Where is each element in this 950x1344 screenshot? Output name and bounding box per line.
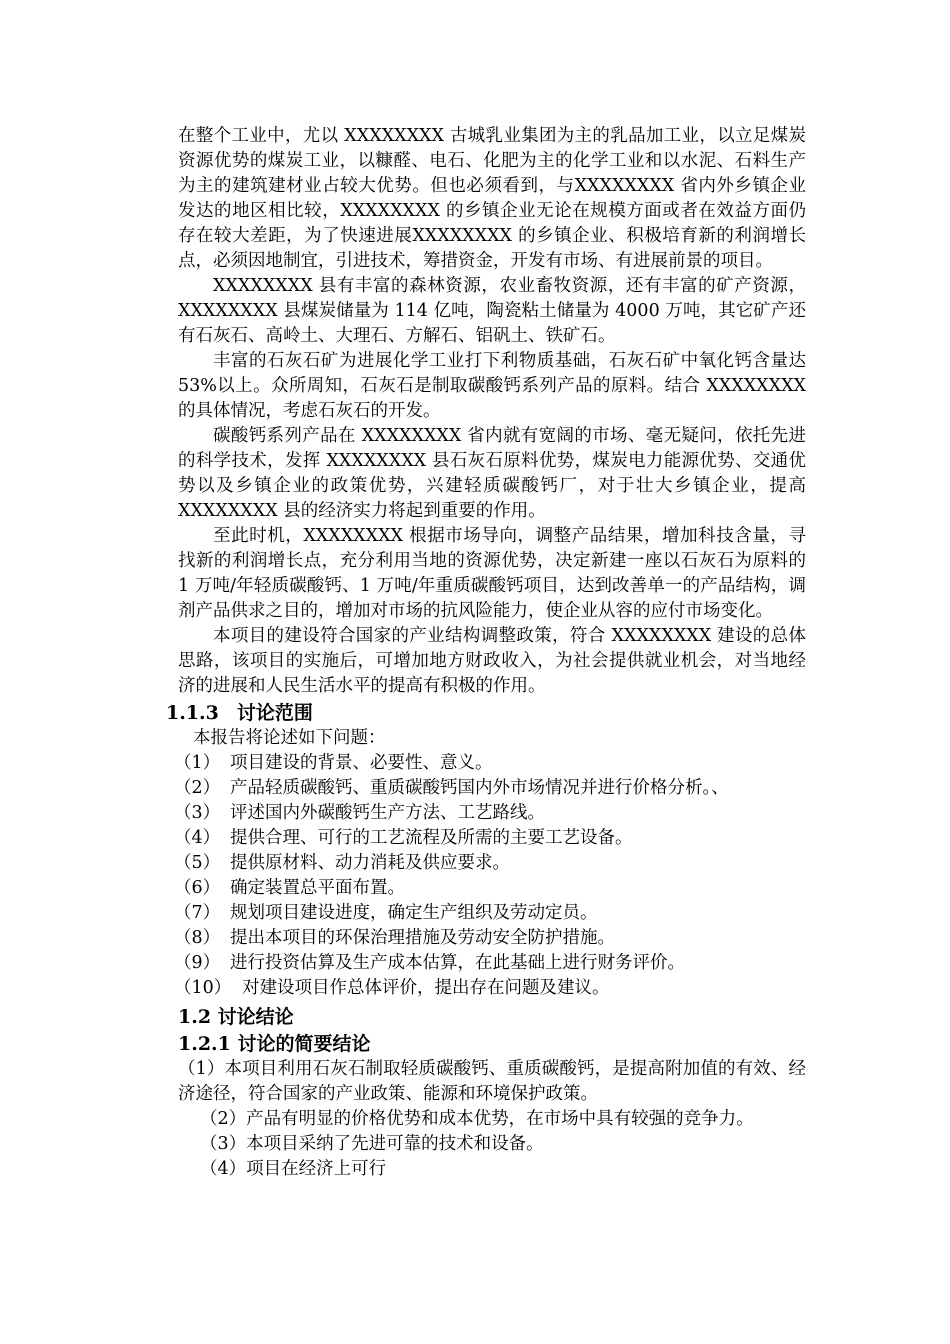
conclusion-item: （4）项目在经济上可行 <box>200 1159 387 1179</box>
list-marker: （5） <box>174 853 221 873</box>
list-marker: （3） <box>174 803 221 823</box>
list-item <box>174 926 806 951</box>
list-item-text: 项目建设的背景、必要性、意义。 <box>230 753 493 773</box>
list-item-text: 提出本项目的环保治理措施及劳动安全防护措施。 <box>230 928 615 948</box>
section-heading-1-1-3 <box>166 701 806 726</box>
body-paragraph: XXXXXXXX 县有丰富的森林资源，农业畜牧资源，还有丰富的矿产资源，XXXXXXXX 县煤炭储量为 114 亿吨，陶瓷粘土储量为 4000 万吨，其它矿产还有石灰石、高岭土、大理石、方解石、铝矾土、铁矿石。 <box>178 276 806 346</box>
list-item <box>174 751 806 776</box>
body-paragraph: 在整个工业中，尤以 XXXXXXXX 古城乳业集团为主的乳品加工业，以立足煤炭资源优势的煤炭工业，以糠醛、电石、化肥为主的化学工业和以水泥、石料生产为主的建筑建材业占较大优势。但也必须看到，与XXXXXXXX 省内外乡镇企业发达的地区相比较，XXXXXXXX 的乡镇企业无论在规模方面或者在效益方面仍存在较大差距，为了快速进展XXXXXXXX 的乡镇企业、积极培育新的利润增长点，必须因地制宜，引进技术，筹措资金，开发有市场、有进展前景的项目。 <box>178 126 806 271</box>
list-item <box>174 976 806 1001</box>
list-marker: （4） <box>174 828 221 848</box>
body-paragraph: 至此时机，XXXXXXXX 根据市场导向，调整产品结果，增加科技含量，寻找新的利润增长点，充分利用当地的资源优势，决定新建一座以石灰石为原料的 1 万吨/年轻质碳酸钙、1 万吨/年重质碳酸钙项目，达到改善单一的产品结构，调剂产品供求之目的，增加对市场的抗风险能力，使企业从容的应付市场变化。 <box>178 526 806 621</box>
section-heading-1-2: 1.2 讨论结论 <box>178 1006 294 1028</box>
list-item <box>174 776 806 801</box>
body-paragraph: 本项目的建设符合国家的产业结构调整政策，符合 XXXXXXXX 建设的总体思路，该项目的实施后，可增加地方财政收入，为社会提供就业机会，对当地经济的进展和人民生活水平的提高有积极的作用。 <box>178 626 806 696</box>
document-page <box>166 124 806 1182</box>
list-item-text: 对建设项目作总体评价，提出存在问题及建议。 <box>242 978 610 998</box>
body-paragraph: 碳酸钙系列产品在 XXXXXXXX 省内就有宽阔的市场、毫无疑问，依托先进的科学技术，发挥 XXXXXXXX 县石灰石原料优势，煤炭电力能源优势、交通优势以及乡镇企业的政策优势，兴建轻质碳酸钙厂，对于壮大乡镇企业，提高 XXXXXXXX 县的经济实力将起到重要的作用。 <box>178 426 806 521</box>
list-item-text: 评述国内外碳酸钙生产方法、工艺路线。 <box>230 803 545 823</box>
scope-list <box>174 751 806 1001</box>
list-marker: （6） <box>174 878 221 898</box>
scope-intro: 本报告将论述如下问题： <box>193 728 386 748</box>
list-item-text: 进行投资估算及生产成本估算，在此基础上进行财务评价。 <box>230 953 685 973</box>
list-item-text: 确定装置总平面布置。 <box>230 878 405 898</box>
section-heading-1-2-1: 1.2.1 讨论的简要结论 <box>178 1033 371 1055</box>
list-item <box>174 801 806 826</box>
body-paragraph: 丰富的石灰石矿为进展化学工业打下利物质基础，石灰石矿中氧化钙含量达 53%以上。众所周知，石灰石是制取碳酸钙系列产品的原料。结合 XXXXXXXX 的具体情况，考虑石灰石的开发。 <box>178 351 806 421</box>
list-marker: （8） <box>174 928 221 948</box>
list-item <box>174 851 806 876</box>
list-marker: （1） <box>174 753 221 773</box>
list-marker: （9） <box>174 953 221 973</box>
conclusion-item: （3）本项目采纳了先进可靠的技术和设备。 <box>200 1134 544 1154</box>
list-item-text: 提供合理、可行的工艺流程及所需的主要工艺设备。 <box>230 828 633 848</box>
list-item <box>174 901 806 926</box>
list-item-text: 提供原材料、动力消耗及供应要求。 <box>230 853 510 873</box>
list-marker: （2） <box>174 778 221 798</box>
list-marker: （10） <box>174 978 232 998</box>
section-number: 1.1.3 <box>166 702 219 724</box>
conclusion-item: （2）产品有明显的价格优势和成本优势，在市场中具有较强的竞争力。 <box>200 1109 754 1129</box>
list-item-text: 产品轻质碳酸钙、重质碳酸钙国内外市场情况并进行价格分析。、 <box>230 778 729 798</box>
list-item <box>174 826 806 851</box>
conclusion-item: （1）本项目利用石灰石制取轻质碳酸钙、重质碳酸钙，是提高附加值的有效、经济途径，符合国家的产业政策、能源和环境保护政策。 <box>178 1059 806 1104</box>
list-item <box>174 951 806 976</box>
list-marker: （7） <box>174 903 221 923</box>
section-title: 讨论范围 <box>236 702 313 724</box>
list-item <box>174 876 806 901</box>
list-item-text: 规划项目建设进度，确定生产组织及劳动定员。 <box>230 903 598 923</box>
